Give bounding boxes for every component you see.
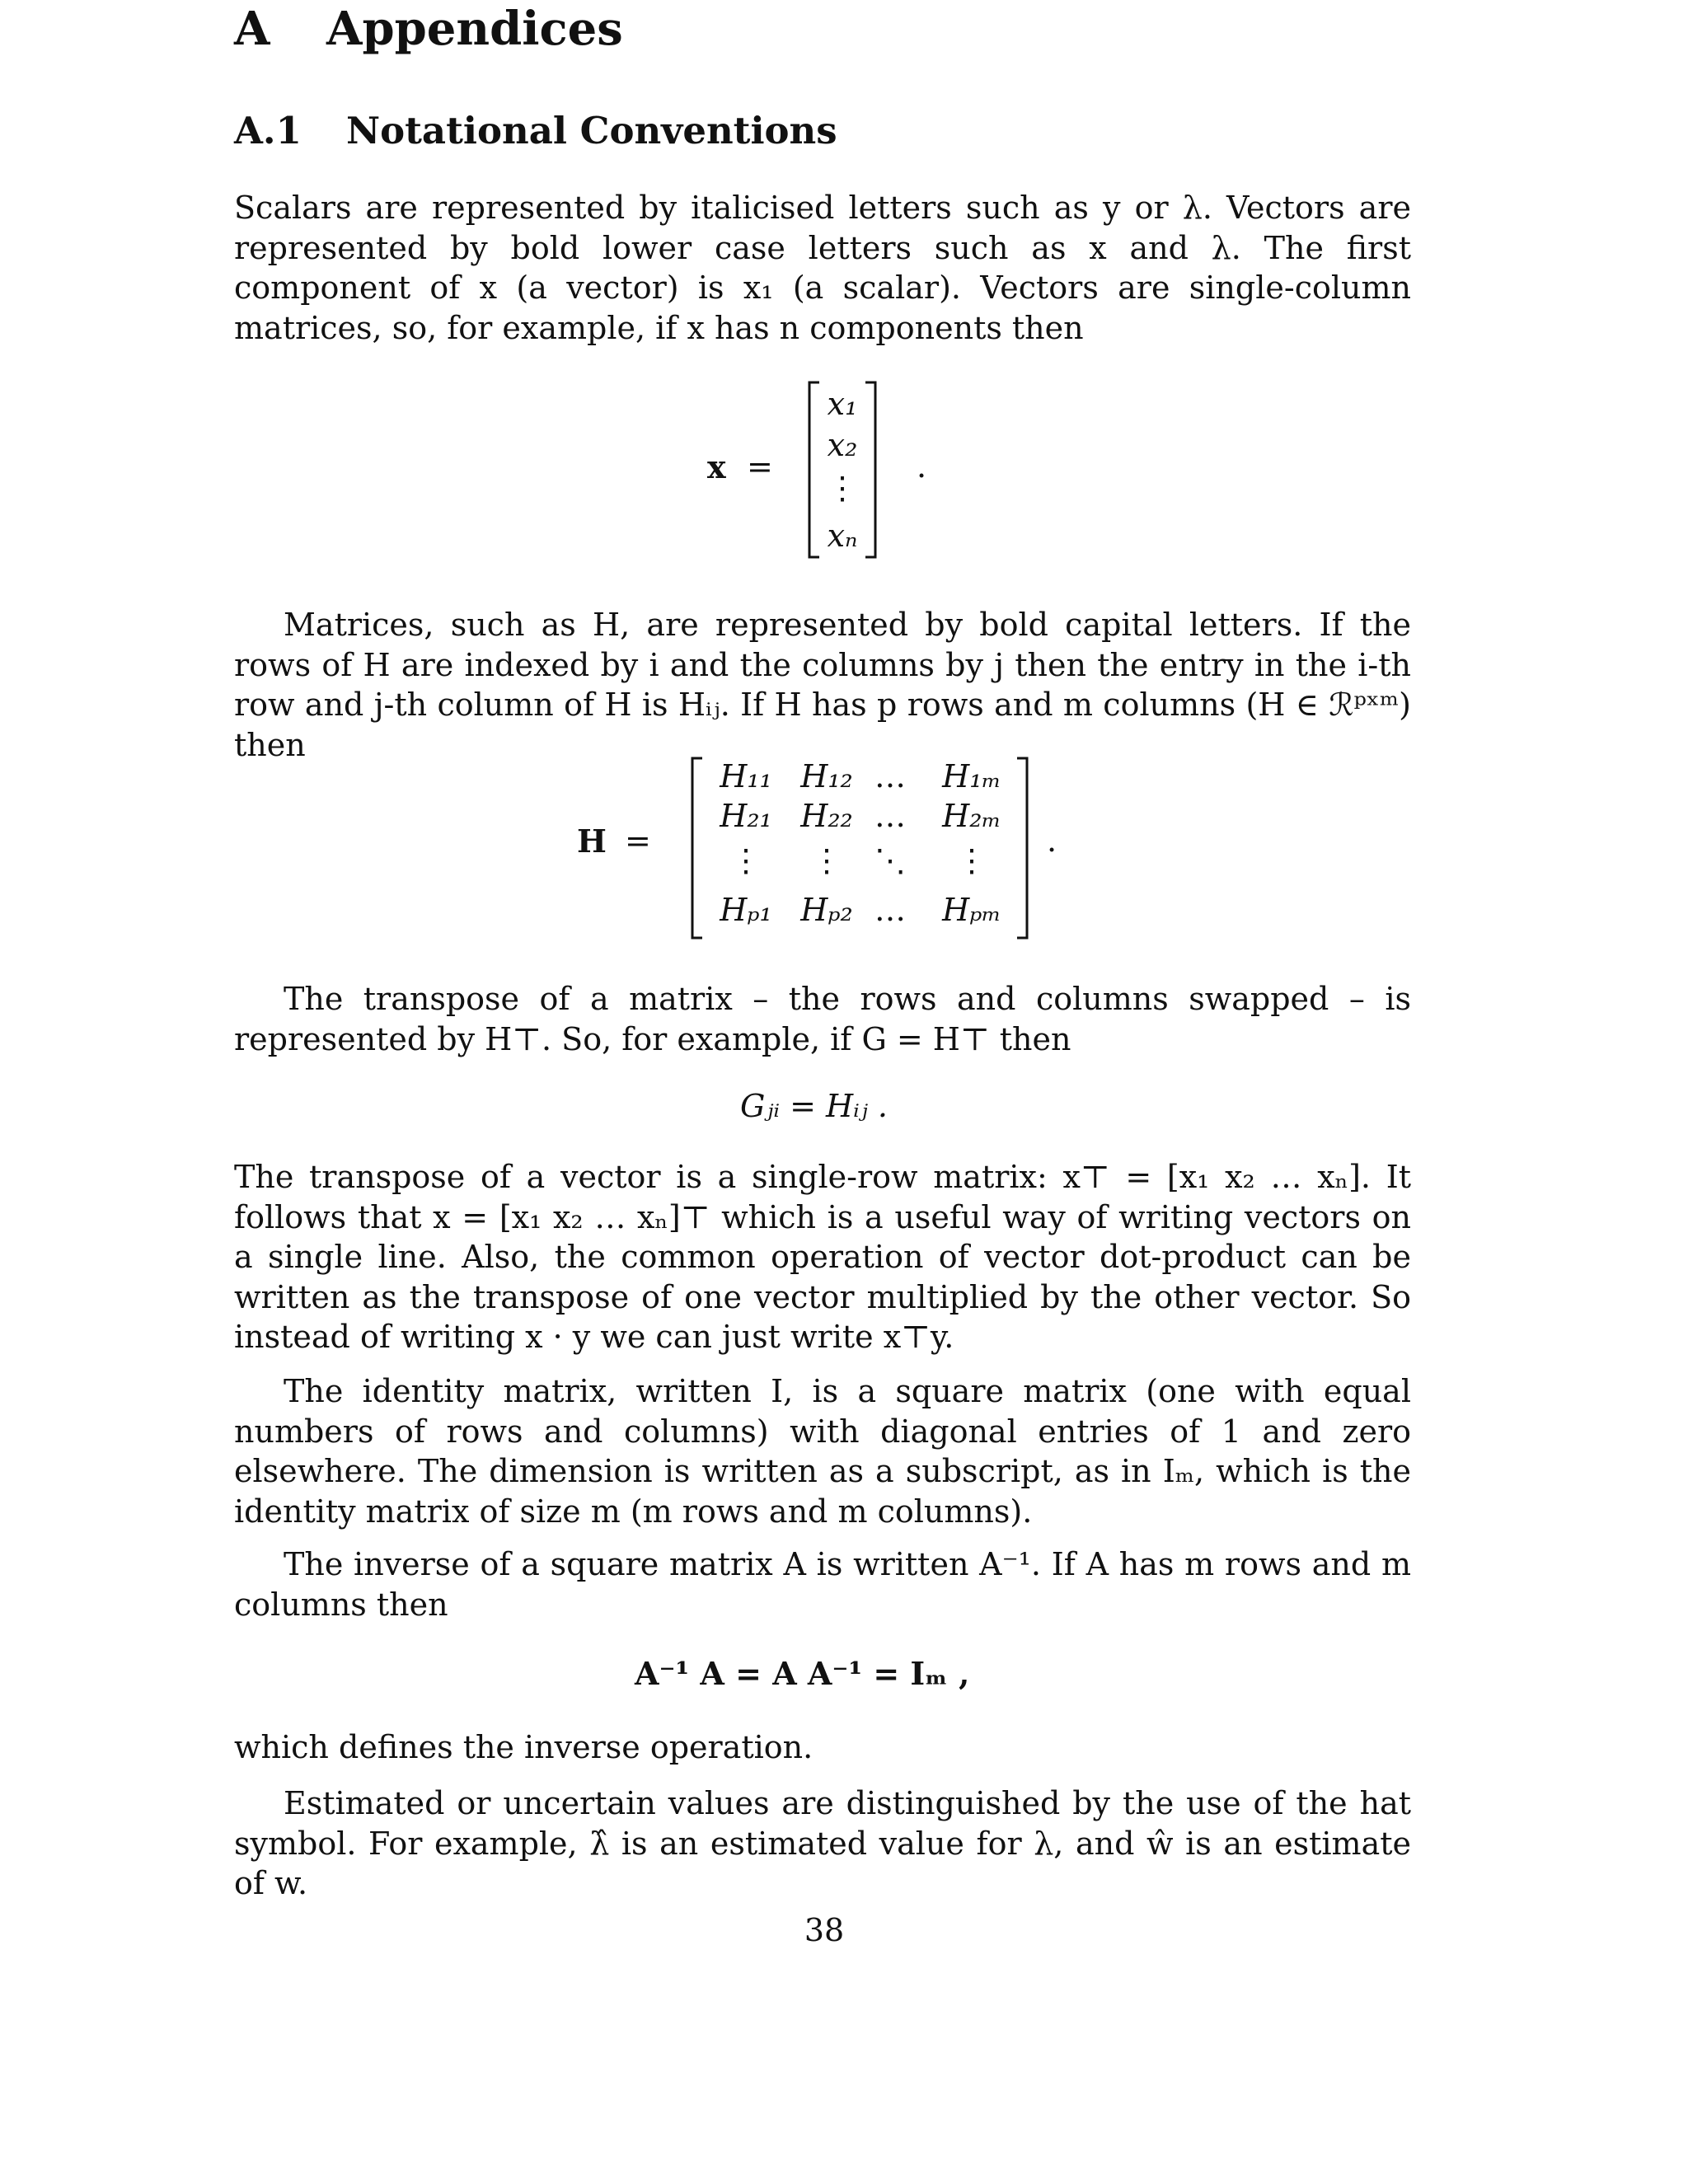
equals-sign: = xyxy=(625,823,651,859)
paragraph-matrices: Matrices, such as H, are represented by bold capital letters. If the rows of H are indexed by i and the columns by j then the entry in the i-th row and j-th column of H is Hᵢⱼ. If H has p rows and m columns (H ∈ ℛᵖˣᵐ) then xyxy=(234,607,1411,763)
matrix-cell: H₂₂ xyxy=(800,798,853,834)
matrix-cell: Hₚ₁ xyxy=(720,892,772,928)
matrix-cell: H₂₁ xyxy=(720,798,772,834)
matrix-cell: H₁₁ xyxy=(720,758,772,794)
equation-period: . xyxy=(917,448,927,485)
matrix-cell: H₁₂ xyxy=(800,758,853,794)
subsection-number: A.1 xyxy=(234,109,302,152)
page-number: 38 xyxy=(804,1912,845,1948)
matrix-cell: ⋮ xyxy=(956,842,987,879)
equation-inverse: A⁻¹ A = A A⁻¹ = Iₘ , xyxy=(635,1655,970,1692)
matrix-cell: … xyxy=(874,892,906,928)
section-heading xyxy=(234,2,623,56)
subsection-heading xyxy=(234,109,837,152)
equation-lhs-h: H xyxy=(577,823,607,860)
vector-entry: xₙ xyxy=(827,518,858,554)
matrix-cell: … xyxy=(874,758,906,794)
paragraph-scalars: Scalars are represented by italicised letters such as y or λ. Vectors are represented by bold lower case letters such as x and λ. The first component of x (a vector) is x₁ (a scalar). Vectors are single-column matrices, so, for example, if x has n components then xyxy=(234,190,1411,346)
paragraph-vector-transpose: The transpose of a vector is a single-row matrix: x⊤ = [x₁ x₂ … xₙ]. It follows that x = [x₁ x₂ … xₙ]⊤ which is a useful way of writing vectors on a single line. Also, the common operation of vector dot-product can be written as the transpose of one vector multiplied by the other vector. So instead of writing x · y we can just write x⊤y. xyxy=(234,1159,1411,1355)
section-title: Appendices xyxy=(326,2,623,56)
equation-lhs-x: x xyxy=(707,448,726,485)
paragraph-estimated: Estimated or uncertain values are distinguished by the use of the hat symbol. For example, λ̂ is an estimated value for λ, and ŵ is an estimate of w. xyxy=(234,1785,1411,1901)
equation-period: . xyxy=(1047,823,1057,859)
matrix-cell: Hₚ₂ xyxy=(800,892,853,928)
vector-entry: x₁ xyxy=(827,386,858,422)
section-number: A xyxy=(234,2,270,56)
matrix-cell: … xyxy=(874,798,906,834)
paragraph-inverse: The inverse of a square matrix A is written A⁻¹. If A has m rows and m columns then xyxy=(234,1546,1411,1623)
matrix-cell: Hₚₘ xyxy=(942,892,1001,928)
equation-transpose: Gⱼᵢ = Hᵢⱼ . xyxy=(740,1088,889,1124)
matrix-cell: ⋮ xyxy=(811,842,842,879)
vector-entry: x₂ xyxy=(827,427,858,463)
paragraph-transpose: The transpose of a matrix – the rows and columns swapped – is represented by H⊤. So, for example, if G = H⊤ then xyxy=(234,981,1411,1057)
paragraph-identity: The identity matrix, written I, is a square matrix (one with equal numbers of rows and columns) with diagonal entries of 1 and zero elsewhere. The dimension is written as a subscript, as in Iₘ, which is the identity matrix of size m (m rows and m columns). xyxy=(234,1373,1411,1530)
matrix-cell: H₁ₘ xyxy=(942,758,1001,794)
subsection-title: Notational Conventions xyxy=(346,109,837,152)
equals-sign: = xyxy=(747,448,773,485)
matrix-cell: ⋱ xyxy=(874,842,906,879)
matrix-cell: ⋮ xyxy=(730,842,762,879)
vector-entry: ⋮ xyxy=(827,470,858,506)
matrix-cell: H₂ₘ xyxy=(942,798,1001,834)
paragraph-inverse-defines: which defines the inverse operation. xyxy=(234,1729,814,1765)
